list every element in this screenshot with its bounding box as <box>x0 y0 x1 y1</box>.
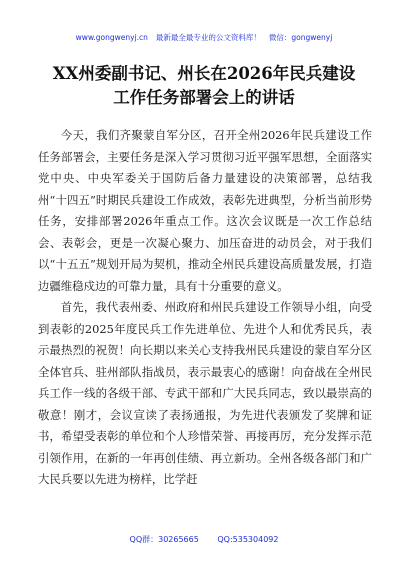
footer-qq: QQ:535304092 <box>217 535 279 544</box>
header-website-link[interactable]: www.gongwenyj.cn <box>75 33 148 42</box>
header-wechat: 微信：gongwenyj <box>268 33 333 42</box>
title-line-2: 工作任务部署会上的讲话 <box>113 88 295 107</box>
page-footer <box>0 534 408 545</box>
document-body <box>38 125 372 491</box>
document-title <box>30 62 378 110</box>
title-line-1: XX州委副书记、州长在2026年民兵建设 <box>52 64 356 83</box>
page-header <box>0 32 408 43</box>
header-slogan: 最新最全最专业的公文资料库！ <box>155 33 261 42</box>
paragraph-1: 今天，我们齐聚蒙自军分区，召开全州2026年民兵建设工作任务部署会，主要任务是深入学习贯彻习近平强军思想，全面落实党中央、中央军委关于国防后备力量建设的决策部署，总结我州“十四五”时期民兵建设工作成效，表彰先进典型，分析当前形势任务，安排部署2026年重点工作。这次会议既是一次工作总结会、表彰会，更是一次凝心聚力、加压奋进的动员会，对于我们以“十五五”规划开局为契机，推动全州民兵建设高质量发展，打造边疆维稳戍边的可靠力量，具有十分重要的意义。 <box>38 128 372 293</box>
footer-qq-group: QQ群：30265665 <box>129 535 199 544</box>
paragraph-2: 首先，我代表州委、州政府和州民兵建设工作领导小组，向受到表彰的2025年度民兵工作先进单位、先进个人和优秀民兵，表示最热烈的祝贺！向长期以来关心支持我州民兵建设的蒙自军分区全体官兵、驻州部队指战员，表示最衷心的感谢！向奋战在全州民兵工作一线的各级干部、专武干部和广大民兵同志，致以最崇高的敬意！刚才，会议宣读了表扬通报，为先进代表颁发了奖牌和证书，希望受表彰的单位和个人珍惜荣誉、再接再厉，充分发挥示范引领作用，在新的一年再创佳绩、再立新功。全州各级各部门和广大民兵要以先进为榜样，比学赶 <box>38 300 372 486</box>
